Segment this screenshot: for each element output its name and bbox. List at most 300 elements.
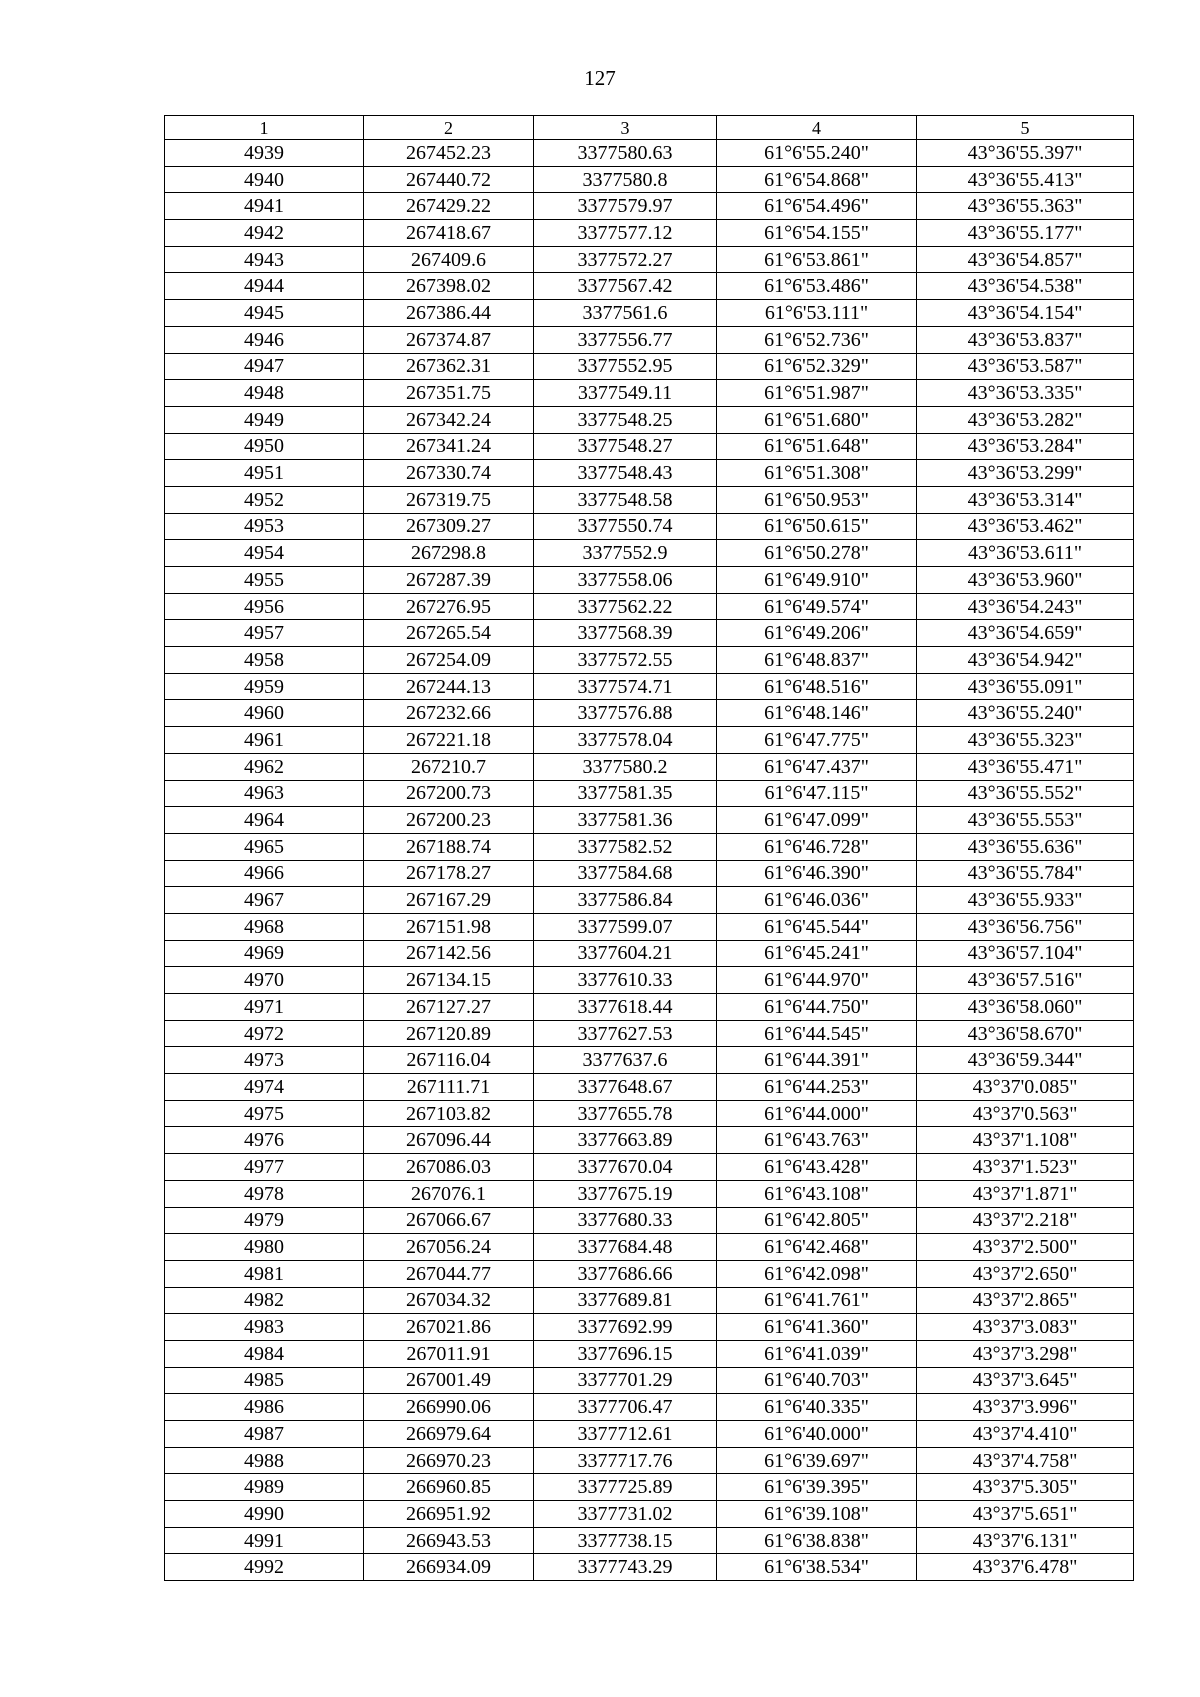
table-cell: 3377701.29: [534, 1367, 717, 1394]
table-cell: 3377610.33: [534, 967, 717, 994]
table-cell: 3377586.84: [534, 887, 717, 914]
table-row: [165, 1154, 1134, 1181]
table-cell: 43°36'53.837": [917, 326, 1134, 353]
table-row: [165, 1340, 1134, 1367]
table-row: [165, 567, 1134, 594]
table-cell: 61°6'47.099": [717, 807, 917, 834]
table-row: [165, 1100, 1134, 1127]
column-header: 4: [717, 116, 917, 140]
table-cell: 61°6'44.545": [717, 1020, 917, 1047]
table-cell: 266943.53: [364, 1527, 534, 1554]
table-cell: 3377648.67: [534, 1074, 717, 1101]
table-cell: 4966: [165, 860, 364, 887]
table-cell: 4979: [165, 1207, 364, 1234]
table-cell: 43°36'53.284": [917, 433, 1134, 460]
table-cell: 4964: [165, 807, 364, 834]
table-cell: 3377578.04: [534, 727, 717, 754]
table-cell: 61°6'48.146": [717, 700, 917, 727]
table-cell: 267429.22: [364, 193, 534, 220]
table-cell: 3377675.19: [534, 1180, 717, 1207]
table-cell: 3377604.21: [534, 940, 717, 967]
table-cell: 4960: [165, 700, 364, 727]
table-cell: 4991: [165, 1527, 364, 1554]
table-cell: 267076.1: [364, 1180, 534, 1207]
table-row: [165, 166, 1134, 193]
table-cell: 267096.44: [364, 1127, 534, 1154]
table-cell: 43°36'55.636": [917, 833, 1134, 860]
table-cell: 4942: [165, 220, 364, 247]
column-header: 5: [917, 116, 1134, 140]
table-cell: 43°36'53.335": [917, 380, 1134, 407]
table-cell: 43°37'1.523": [917, 1154, 1134, 1181]
table-row: [165, 807, 1134, 834]
table-cell: 267398.02: [364, 273, 534, 300]
table-cell: 43°36'55.413": [917, 166, 1134, 193]
table-header-row: [165, 116, 1134, 140]
table-cell: 267232.66: [364, 700, 534, 727]
table-cell: 267011.91: [364, 1340, 534, 1367]
table-cell: 61°6'42.098": [717, 1260, 917, 1287]
table-cell: 4969: [165, 940, 364, 967]
table-cell: 61°6'50.278": [717, 540, 917, 567]
table-cell: 4945: [165, 300, 364, 327]
table-cell: 61°6'38.534": [717, 1554, 917, 1581]
table-cell: 3377567.42: [534, 273, 717, 300]
table-cell: 61°6'53.111": [717, 300, 917, 327]
table-row: [165, 1234, 1134, 1261]
table-row: [165, 273, 1134, 300]
table-cell: 61°6'51.987": [717, 380, 917, 407]
table-cell: 267044.77: [364, 1260, 534, 1287]
table-row: [165, 1020, 1134, 1047]
table-cell: 267210.7: [364, 753, 534, 780]
table-cell: 61°6'53.861": [717, 246, 917, 273]
table-cell: 43°36'53.299": [917, 460, 1134, 487]
table-cell: 4973: [165, 1047, 364, 1074]
table-cell: 61°6'40.000": [717, 1421, 917, 1448]
table-cell: 267034.32: [364, 1287, 534, 1314]
table-cell: 61°6'41.761": [717, 1287, 917, 1314]
table-cell: 4985: [165, 1367, 364, 1394]
table-cell: 3377572.27: [534, 246, 717, 273]
table-cell: 267351.75: [364, 380, 534, 407]
table-cell: 61°6'47.775": [717, 727, 917, 754]
table-cell: 43°36'55.363": [917, 193, 1134, 220]
table-cell: 3377577.12: [534, 220, 717, 247]
table-cell: 3377581.35: [534, 780, 717, 807]
table-cell: 3377743.29: [534, 1554, 717, 1581]
table-cell: 3377556.77: [534, 326, 717, 353]
table-cell: 61°6'44.970": [717, 967, 917, 994]
table-cell: 3377562.22: [534, 593, 717, 620]
table-cell: 267142.56: [364, 940, 534, 967]
table-cell: 3377576.88: [534, 700, 717, 727]
table-cell: 61°6'49.910": [717, 567, 917, 594]
table-cell: 61°6'50.615": [717, 513, 917, 540]
table-cell: 267254.09: [364, 647, 534, 674]
table-cell: 267103.82: [364, 1100, 534, 1127]
table-cell: 43°36'57.104": [917, 940, 1134, 967]
table-cell: 43°36'55.784": [917, 860, 1134, 887]
table-cell: 3377572.55: [534, 647, 717, 674]
table-cell: 3377599.07: [534, 913, 717, 940]
table-cell: 3377548.43: [534, 460, 717, 487]
table-cell: 61°6'46.036": [717, 887, 917, 914]
table-cell: 4955: [165, 567, 364, 594]
table-cell: 3377584.68: [534, 860, 717, 887]
table-cell: 267440.72: [364, 166, 534, 193]
table-cell: 3377548.58: [534, 486, 717, 513]
table-cell: 61°6'54.155": [717, 220, 917, 247]
table-cell: 43°37'5.305": [917, 1474, 1134, 1501]
table-cell: 3377574.71: [534, 673, 717, 700]
table-cell: 4953: [165, 513, 364, 540]
table-row: [165, 994, 1134, 1021]
table-cell: 4947: [165, 353, 364, 380]
table-cell: 3377552.95: [534, 353, 717, 380]
table-cell: 43°36'55.933": [917, 887, 1134, 914]
table-row: [165, 1207, 1134, 1234]
table-cell: 3377712.61: [534, 1421, 717, 1448]
table-cell: 3377680.33: [534, 1207, 717, 1234]
table-row: [165, 1180, 1134, 1207]
table-row: [165, 593, 1134, 620]
table-cell: 61°6'49.574": [717, 593, 917, 620]
table-cell: 267151.98: [364, 913, 534, 940]
table-cell: 267309.27: [364, 513, 534, 540]
table-row: [165, 486, 1134, 513]
column-header: 1: [165, 116, 364, 140]
table-cell: 43°37'2.650": [917, 1260, 1134, 1287]
table-cell: 267298.8: [364, 540, 534, 567]
table-cell: 3377549.11: [534, 380, 717, 407]
table-cell: 267200.73: [364, 780, 534, 807]
table-cell: 3377731.02: [534, 1501, 717, 1528]
table-cell: 267362.31: [364, 353, 534, 380]
table-cell: 4958: [165, 647, 364, 674]
table-cell: 4990: [165, 1501, 364, 1528]
table-row: [165, 887, 1134, 914]
table-cell: 4980: [165, 1234, 364, 1261]
table-cell: 4983: [165, 1314, 364, 1341]
table-cell: 267021.86: [364, 1314, 534, 1341]
table-row: [165, 1260, 1134, 1287]
table-cell: 3377637.6: [534, 1047, 717, 1074]
table-body: [165, 140, 1134, 1581]
table-cell: 267409.6: [364, 246, 534, 273]
table-cell: 3377684.48: [534, 1234, 717, 1261]
table-cell: 43°37'4.410": [917, 1421, 1134, 1448]
table-cell: 3377580.63: [534, 140, 717, 167]
table-row: [165, 1127, 1134, 1154]
table-cell: 43°36'54.154": [917, 300, 1134, 327]
table-cell: 3377561.6: [534, 300, 717, 327]
table-cell: 61°6'48.837": [717, 647, 917, 674]
table-cell: 43°36'58.060": [917, 994, 1134, 1021]
table-cell: 4987: [165, 1421, 364, 1448]
table-cell: 267001.49: [364, 1367, 534, 1394]
table-cell: 3377663.89: [534, 1127, 717, 1154]
table-cell: 4939: [165, 140, 364, 167]
table-cell: 3377686.66: [534, 1260, 717, 1287]
table-cell: 267265.54: [364, 620, 534, 647]
table-cell: 43°36'54.942": [917, 647, 1134, 674]
table-cell: 3377552.9: [534, 540, 717, 567]
table-cell: 43°37'6.478": [917, 1554, 1134, 1581]
table-cell: 43°36'57.516": [917, 967, 1134, 994]
table-cell: 4974: [165, 1074, 364, 1101]
table-cell: 4978: [165, 1180, 364, 1207]
table-cell: 61°6'40.335": [717, 1394, 917, 1421]
table-cell: 43°36'53.611": [917, 540, 1134, 567]
table-cell: 61°6'40.703": [717, 1367, 917, 1394]
table-cell: 61°6'45.241": [717, 940, 917, 967]
table-row: [165, 727, 1134, 754]
table-cell: 43°37'0.085": [917, 1074, 1134, 1101]
table-cell: 61°6'52.329": [717, 353, 917, 380]
table-row: [165, 140, 1134, 167]
table-cell: 43°36'55.397": [917, 140, 1134, 167]
table-cell: 43°37'3.083": [917, 1314, 1134, 1341]
table-row: [165, 833, 1134, 860]
table-cell: 61°6'43.108": [717, 1180, 917, 1207]
table-cell: 3377548.27: [534, 433, 717, 460]
table-cell: 267127.27: [364, 994, 534, 1021]
table-row: [165, 780, 1134, 807]
table-cell: 43°36'54.243": [917, 593, 1134, 620]
table-cell: 3377706.47: [534, 1394, 717, 1421]
table-row: [165, 246, 1134, 273]
table-row: [165, 1501, 1134, 1528]
table-cell: 43°36'55.552": [917, 780, 1134, 807]
table-cell: 61°6'46.728": [717, 833, 917, 860]
table-cell: 61°6'39.395": [717, 1474, 917, 1501]
table-cell: 267066.67: [364, 1207, 534, 1234]
table-row: [165, 433, 1134, 460]
page-number: 127: [584, 66, 616, 90]
table-row: [165, 913, 1134, 940]
table-row: [165, 860, 1134, 887]
table-cell: 43°36'53.282": [917, 406, 1134, 433]
table-cell: 4965: [165, 833, 364, 860]
table-cell: 4970: [165, 967, 364, 994]
table-cell: 4989: [165, 1474, 364, 1501]
table-row: [165, 940, 1134, 967]
table-cell: 3377580.2: [534, 753, 717, 780]
table-row: [165, 1527, 1134, 1554]
table-cell: 4957: [165, 620, 364, 647]
table-row: [165, 380, 1134, 407]
table-cell: 61°6'43.763": [717, 1127, 917, 1154]
table-row: [165, 513, 1134, 540]
table-cell: 3377692.99: [534, 1314, 717, 1341]
table-cell: 43°36'55.553": [917, 807, 1134, 834]
table-cell: 4944: [165, 273, 364, 300]
table-cell: 61°6'39.697": [717, 1447, 917, 1474]
table-cell: 267374.87: [364, 326, 534, 353]
table-row: [165, 753, 1134, 780]
table-cell: 43°37'3.298": [917, 1340, 1134, 1367]
table-cell: 267276.95: [364, 593, 534, 620]
column-header: 3: [534, 116, 717, 140]
table-cell: 267056.24: [364, 1234, 534, 1261]
table-cell: 266979.64: [364, 1421, 534, 1448]
table-row: [165, 673, 1134, 700]
table-row: [165, 1554, 1134, 1581]
table-cell: 43°36'54.659": [917, 620, 1134, 647]
table-cell: 61°6'48.516": [717, 673, 917, 700]
table-cell: 4952: [165, 486, 364, 513]
table-cell: 43°37'1.871": [917, 1180, 1134, 1207]
table-row: [165, 967, 1134, 994]
table-cell: 267386.44: [364, 300, 534, 327]
table-cell: 43°37'3.996": [917, 1394, 1134, 1421]
table-cell: 43°36'55.091": [917, 673, 1134, 700]
table-cell: 61°6'51.308": [717, 460, 917, 487]
table-cell: 267116.04: [364, 1047, 534, 1074]
table-cell: 266960.85: [364, 1474, 534, 1501]
table-cell: 43°36'56.756": [917, 913, 1134, 940]
table-cell: 267167.29: [364, 887, 534, 914]
table-cell: 43°37'5.651": [917, 1501, 1134, 1528]
table-cell: 267120.89: [364, 1020, 534, 1047]
table-row: [165, 1447, 1134, 1474]
table-row: [165, 460, 1134, 487]
table-cell: 4954: [165, 540, 364, 567]
table-cell: 3377580.8: [534, 166, 717, 193]
table-cell: 3377655.78: [534, 1100, 717, 1127]
table-cell: 267188.74: [364, 833, 534, 860]
table-cell: 3377548.25: [534, 406, 717, 433]
table-cell: 4940: [165, 166, 364, 193]
table-cell: 4946: [165, 326, 364, 353]
table-cell: 61°6'43.428": [717, 1154, 917, 1181]
table-cell: 4968: [165, 913, 364, 940]
table-row: [165, 700, 1134, 727]
table-cell: 61°6'54.868": [717, 166, 917, 193]
table-cell: 3377618.44: [534, 994, 717, 1021]
table-cell: 3377627.53: [534, 1020, 717, 1047]
table-cell: 267418.67: [364, 220, 534, 247]
table-cell: 3377738.15: [534, 1527, 717, 1554]
table-cell: 61°6'52.736": [717, 326, 917, 353]
table-cell: 4956: [165, 593, 364, 620]
table-cell: 61°6'39.108": [717, 1501, 917, 1528]
table-row: [165, 193, 1134, 220]
table-cell: 61°6'46.390": [717, 860, 917, 887]
table-cell: 267287.39: [364, 567, 534, 594]
table-cell: 61°6'41.360": [717, 1314, 917, 1341]
table-row: [165, 1047, 1134, 1074]
table-cell: 4984: [165, 1340, 364, 1367]
table-cell: 43°36'54.538": [917, 273, 1134, 300]
table-cell: 43°36'53.587": [917, 353, 1134, 380]
table-cell: 61°6'44.253": [717, 1074, 917, 1101]
table-cell: 3377550.74: [534, 513, 717, 540]
table-cell: 4967: [165, 887, 364, 914]
table-row: [165, 620, 1134, 647]
table-cell: 43°37'2.500": [917, 1234, 1134, 1261]
table-cell: 4981: [165, 1260, 364, 1287]
table-cell: 61°6'50.953": [717, 486, 917, 513]
table-cell: 43°37'2.218": [917, 1207, 1134, 1234]
table-cell: 4988: [165, 1447, 364, 1474]
table-cell: 61°6'47.437": [717, 753, 917, 780]
table-cell: 43°37'0.563": [917, 1100, 1134, 1127]
table-row: [165, 406, 1134, 433]
table-cell: 4943: [165, 246, 364, 273]
table-cell: 3377670.04: [534, 1154, 717, 1181]
table-cell: 267221.18: [364, 727, 534, 754]
table-cell: 61°6'54.496": [717, 193, 917, 220]
table-cell: 267244.13: [364, 673, 534, 700]
table-cell: 43°36'55.323": [917, 727, 1134, 754]
table-cell: 3377689.81: [534, 1287, 717, 1314]
table-cell: 267134.15: [364, 967, 534, 994]
table-cell: 43°37'6.131": [917, 1527, 1134, 1554]
table-cell: 61°6'47.115": [717, 780, 917, 807]
table-cell: 4959: [165, 673, 364, 700]
table-cell: 43°36'55.177": [917, 220, 1134, 247]
table-cell: 4948: [165, 380, 364, 407]
table-cell: 4950: [165, 433, 364, 460]
table-cell: 4962: [165, 753, 364, 780]
table-cell: 3377558.06: [534, 567, 717, 594]
table-cell: 267086.03: [364, 1154, 534, 1181]
table-cell: 3377696.15: [534, 1340, 717, 1367]
table-cell: 266934.09: [364, 1554, 534, 1581]
table-cell: 61°6'51.648": [717, 433, 917, 460]
coordinates-table: [164, 115, 1134, 1581]
table-cell: 4963: [165, 780, 364, 807]
table-row: [165, 1367, 1134, 1394]
table-cell: 61°6'51.680": [717, 406, 917, 433]
table-cell: 4977: [165, 1154, 364, 1181]
table-cell: 43°36'54.857": [917, 246, 1134, 273]
table-row: [165, 1394, 1134, 1421]
table-cell: 4941: [165, 193, 364, 220]
table-cell: 61°6'42.468": [717, 1234, 917, 1261]
table-row: [165, 1474, 1134, 1501]
table-cell: 61°6'42.805": [717, 1207, 917, 1234]
table-cell: 43°37'4.758": [917, 1447, 1134, 1474]
table-cell: 43°36'55.240": [917, 700, 1134, 727]
column-header: 2: [364, 116, 534, 140]
table-cell: 43°36'53.960": [917, 567, 1134, 594]
table-cell: 4949: [165, 406, 364, 433]
table-cell: 3377579.97: [534, 193, 717, 220]
table-row: [165, 300, 1134, 327]
table-cell: 43°37'3.645": [917, 1367, 1134, 1394]
table-cell: 43°36'55.471": [917, 753, 1134, 780]
table-cell: 267341.24: [364, 433, 534, 460]
table-cell: 3377568.39: [534, 620, 717, 647]
table-cell: 43°36'58.670": [917, 1020, 1134, 1047]
table-cell: 4975: [165, 1100, 364, 1127]
table-cell: 267178.27: [364, 860, 534, 887]
table-cell: 266990.06: [364, 1394, 534, 1421]
table-cell: 4961: [165, 727, 364, 754]
table-cell: 43°37'1.108": [917, 1127, 1134, 1154]
table-row: [165, 1421, 1134, 1448]
table-cell: 267330.74: [364, 460, 534, 487]
table-cell: 61°6'45.544": [717, 913, 917, 940]
table-cell: 266970.23: [364, 1447, 534, 1474]
table-cell: 3377725.89: [534, 1474, 717, 1501]
table-cell: 43°36'53.314": [917, 486, 1134, 513]
table-row: [165, 1314, 1134, 1341]
table-cell: 3377582.52: [534, 833, 717, 860]
